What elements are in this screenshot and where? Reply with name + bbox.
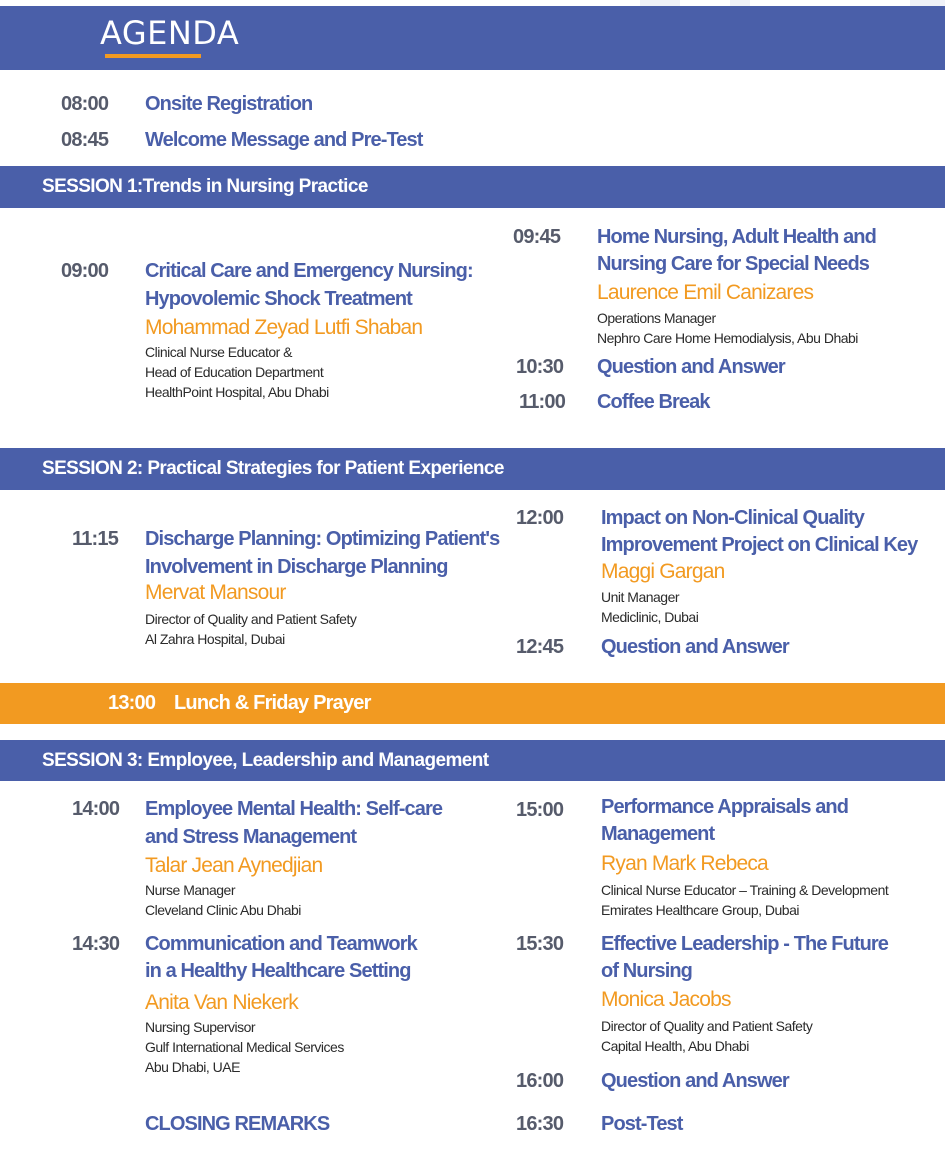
session-talk-title: Involvement in Discharge Planning <box>145 556 448 578</box>
speaker-affiliation: Director of Quality and Patient Safety <box>145 611 357 627</box>
session-talk-title: Discharge Planning: Optimizing Patient's <box>145 528 500 550</box>
speaker-affiliation: Abu Dhabi, UAE <box>145 1059 240 1075</box>
session-time: 15:30 <box>516 933 564 955</box>
session-time: 16:30 <box>516 1113 564 1135</box>
speaker-affiliation: HealthPoint Hospital, Abu Dhabi <box>145 384 329 400</box>
session-title: SESSION 1:Trends in Nursing Practice <box>42 176 368 197</box>
speaker-name: Laurence Emil Canizares <box>597 281 814 304</box>
speaker-affiliation: Mediclinic, Dubai <box>601 609 699 625</box>
session-talk-title: Question and Answer <box>601 1070 789 1092</box>
speaker-affiliation: Head of Education Department <box>145 364 324 380</box>
lunch-time: 13:00 <box>108 692 156 714</box>
title-underline <box>105 54 201 58</box>
speaker-affiliation: Capital Health, Abu Dhabi <box>601 1038 749 1054</box>
opening-title: Onsite Registration <box>145 93 313 115</box>
session-talk-title: Impact on Non-Clinical Quality <box>601 507 865 529</box>
session-talk-title: Question and Answer <box>597 356 785 378</box>
speaker-name: Talar Jean Aynedjian <box>145 854 323 877</box>
session-3-header <box>0 740 945 781</box>
session-2-header <box>0 448 945 490</box>
session-talk-title: Hypovolemic Shock Treatment <box>145 288 412 310</box>
session-time: 12:00 <box>516 507 564 529</box>
session-talk-title: Performance Appraisals and <box>601 796 849 818</box>
session-time: 09:45 <box>513 226 561 248</box>
session-talk-title: of Nursing <box>601 960 692 982</box>
session-talk-title: Question and Answer <box>601 636 789 658</box>
speaker-affiliation: Clinical Nurse Educator – Training & Development <box>601 882 889 898</box>
speaker-affiliation: Nephro Care Home Hemodialysis, Abu Dhabi <box>597 330 858 346</box>
session-talk-title: Communication and Teamwork <box>145 933 417 955</box>
speaker-affiliation: Cleveland Clinic Abu Dhabi <box>145 902 301 918</box>
session-time: 14:30 <box>72 933 120 955</box>
session-talk-title: Coffee Break <box>597 391 710 413</box>
session-title: SESSION 2: Practical Strategies for Patient Experience <box>42 458 504 479</box>
session-time: 15:00 <box>516 799 564 821</box>
speaker-name: Mervat Mansour <box>145 581 286 604</box>
session-talk-title: and Stress Management <box>145 826 357 848</box>
closing-remarks: CLOSING REMARKS <box>145 1113 330 1135</box>
page-title: AGENDA <box>100 14 240 52</box>
session-time: 14:00 <box>72 798 120 820</box>
session-talk-title: Improvement Project on Clinical Key <box>601 534 918 556</box>
speaker-affiliation: Clinical Nurse Educator & <box>145 344 293 360</box>
session-talk-title: Nursing Care for Special Needs <box>597 253 869 275</box>
session-talk-title: Critical Care and Emergency Nursing: <box>145 260 473 282</box>
session-time: 16:00 <box>516 1070 564 1092</box>
session-1-header <box>0 166 945 208</box>
session-time: 11:00 <box>519 391 566 413</box>
speaker-name: Ryan Mark Rebeca <box>601 852 768 875</box>
session-talk-title: in a Healthy Healthcare Setting <box>145 960 411 982</box>
session-talk-title: Employee Mental Health: Self-care <box>145 798 443 820</box>
speaker-affiliation: Director of Quality and Patient Safety <box>601 1018 813 1034</box>
speaker-affiliation: Emirates Healthcare Group, Dubai <box>601 902 799 918</box>
speaker-name: Mohammad Zeyad Lutfi Shaban <box>145 316 423 339</box>
speaker-affiliation: Unit Manager <box>601 589 680 605</box>
session-time: 11:15 <box>72 528 119 550</box>
session-talk-title: Home Nursing, Adult Health and <box>597 226 876 248</box>
agenda-header <box>0 6 945 70</box>
speaker-name: Maggi Gargan <box>601 560 725 583</box>
speaker-name: Monica Jacobs <box>601 988 731 1011</box>
speaker-affiliation: Gulf International Medical Services <box>145 1039 344 1055</box>
session-time: 10:30 <box>516 356 564 378</box>
speaker-name: Anita Van Niekerk <box>145 991 298 1014</box>
speaker-affiliation: Operations Manager <box>597 310 716 326</box>
lunch-label: Lunch & Friday Prayer <box>174 692 371 714</box>
speaker-affiliation: Al Zahra Hospital, Dubai <box>145 631 285 647</box>
session-title: SESSION 3: Employee, Leadership and Management <box>42 750 489 771</box>
session-talk-title: Effective Leadership - The Future <box>601 933 889 955</box>
opening-time: 08:45 <box>61 129 109 151</box>
opening-title: Welcome Message and Pre-Test <box>145 129 423 151</box>
session-time: 09:00 <box>61 260 109 282</box>
session-talk-title: Management <box>601 823 715 845</box>
session-talk-title: Post-Test <box>601 1113 683 1135</box>
speaker-affiliation: Nursing Supervisor <box>145 1019 256 1035</box>
session-time: 12:45 <box>516 636 564 658</box>
speaker-affiliation: Nurse Manager <box>145 882 235 898</box>
opening-time: 08:00 <box>61 93 109 115</box>
